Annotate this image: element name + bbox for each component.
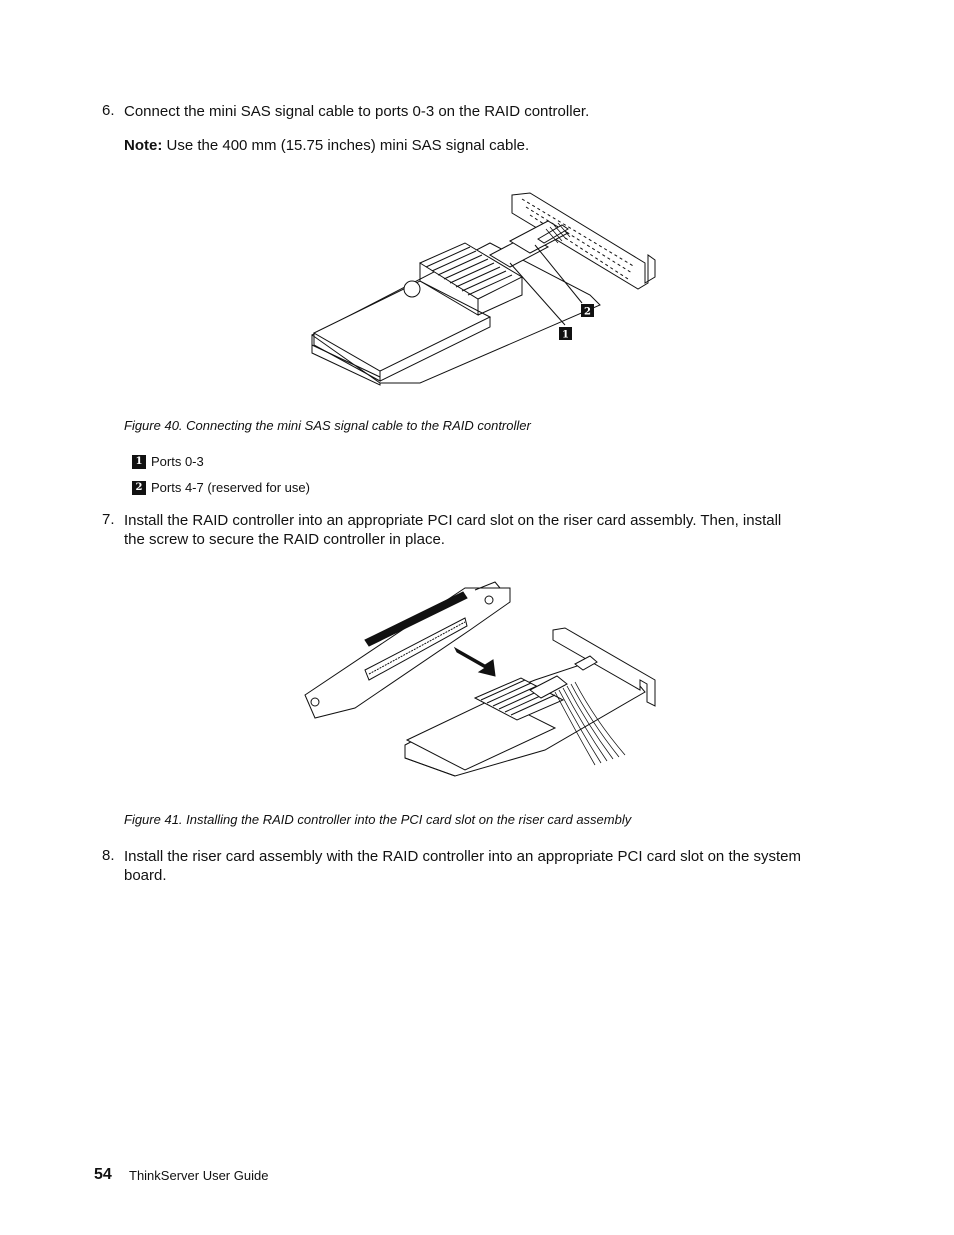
figure-40-illustration xyxy=(300,185,670,395)
step-8-text xyxy=(124,847,844,885)
note-text: Use the 400 mm (15.75 inches) mini SAS signal cable. xyxy=(166,137,530,154)
raid-card xyxy=(405,628,655,776)
callout-1 xyxy=(559,327,572,341)
step-8-number: 8. xyxy=(102,847,115,864)
legend-text-1: Ports 0-3 xyxy=(151,454,204,469)
callout-2 xyxy=(581,304,594,318)
step-8-line-1: Install the riser card assembly with the RAID controller into an appropriate PCI card slot on the system xyxy=(124,848,801,865)
legend-text-2: Ports 4-7 (reserved for use) xyxy=(151,480,310,495)
note-label: Note: xyxy=(124,137,163,154)
step-6-text: Connect the mini SAS signal cable to ports 0-3 on the RAID controller. xyxy=(124,103,590,120)
insert-arrow-icon xyxy=(455,648,495,676)
step-7-text xyxy=(124,511,844,549)
step-7-line-2: the screw to secure the RAID controller in place. xyxy=(124,531,445,548)
figure-40-caption: Figure 40. Connecting the mini SAS signal cable to the RAID controller xyxy=(124,418,531,433)
step-6-number: 6. xyxy=(102,102,115,119)
raid-board xyxy=(312,221,600,385)
note xyxy=(124,136,844,155)
page-number: 54 xyxy=(94,1166,112,1183)
step-7-number: 7. xyxy=(102,511,115,528)
legend-badge-1: 1 xyxy=(132,455,146,469)
callout-1-label: 1 xyxy=(562,329,569,341)
figure-41-caption: Figure 41. Installing the RAID controller into the PCI card slot on the riser card assembly xyxy=(124,812,632,827)
callout-2-label: 2 xyxy=(584,306,591,318)
step-8-line-2: board. xyxy=(124,867,167,884)
step-7-line-1: Install the RAID controller into an appropriate PCI card slot on the riser card assembly. Then, install xyxy=(124,512,782,529)
figure-41-illustration xyxy=(295,580,670,780)
legend-item-ports-0-3 xyxy=(132,454,204,469)
legend-badge-2: 2 xyxy=(132,481,146,495)
legend-item-ports-4-7 xyxy=(132,480,310,495)
footer-title: ThinkServer User Guide xyxy=(129,1168,269,1183)
